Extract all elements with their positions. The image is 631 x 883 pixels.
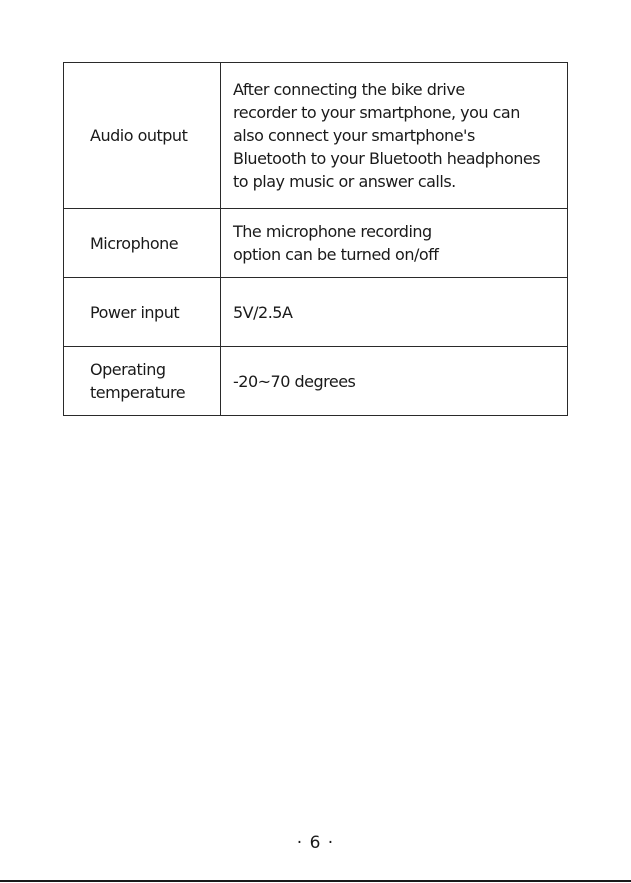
spec-label-cell	[64, 63, 221, 209]
page-number: · 6 ·	[296, 833, 335, 853]
spec-value-cell	[221, 278, 568, 347]
table-row	[64, 209, 568, 278]
spec-label-cell	[64, 347, 221, 416]
spec-label-cell	[64, 278, 221, 347]
spec-label-operating-temperature: Operating temperature	[90, 360, 186, 402]
spec-value-power-input: 5V/2.5A	[233, 302, 293, 322]
page-bottom-rule	[0, 880, 631, 882]
spec-label-cell	[64, 209, 221, 278]
spec-value-operating-temperature: -20~70 degrees	[233, 371, 356, 391]
spec-label-microphone: Microphone	[90, 233, 179, 253]
spec-label-power-input: Power input	[90, 302, 180, 322]
table-row	[64, 278, 568, 347]
spec-value-audio-output: After connecting the bike drive recorder to your smartphone, you can also connect your smartphone's Bluetooth to your Bluetooth headphones to play music or answer calls.	[233, 80, 541, 191]
spec-value-cell	[221, 209, 568, 278]
specifications-table	[63, 62, 568, 416]
spec-label-audio-output: Audio output	[90, 126, 188, 145]
spec-value-cell	[221, 63, 568, 209]
spec-value-cell	[221, 347, 568, 416]
table-row	[64, 347, 568, 416]
spec-value-microphone: The microphone recording option can be turned on/off	[233, 222, 439, 264]
table-row	[64, 63, 568, 209]
